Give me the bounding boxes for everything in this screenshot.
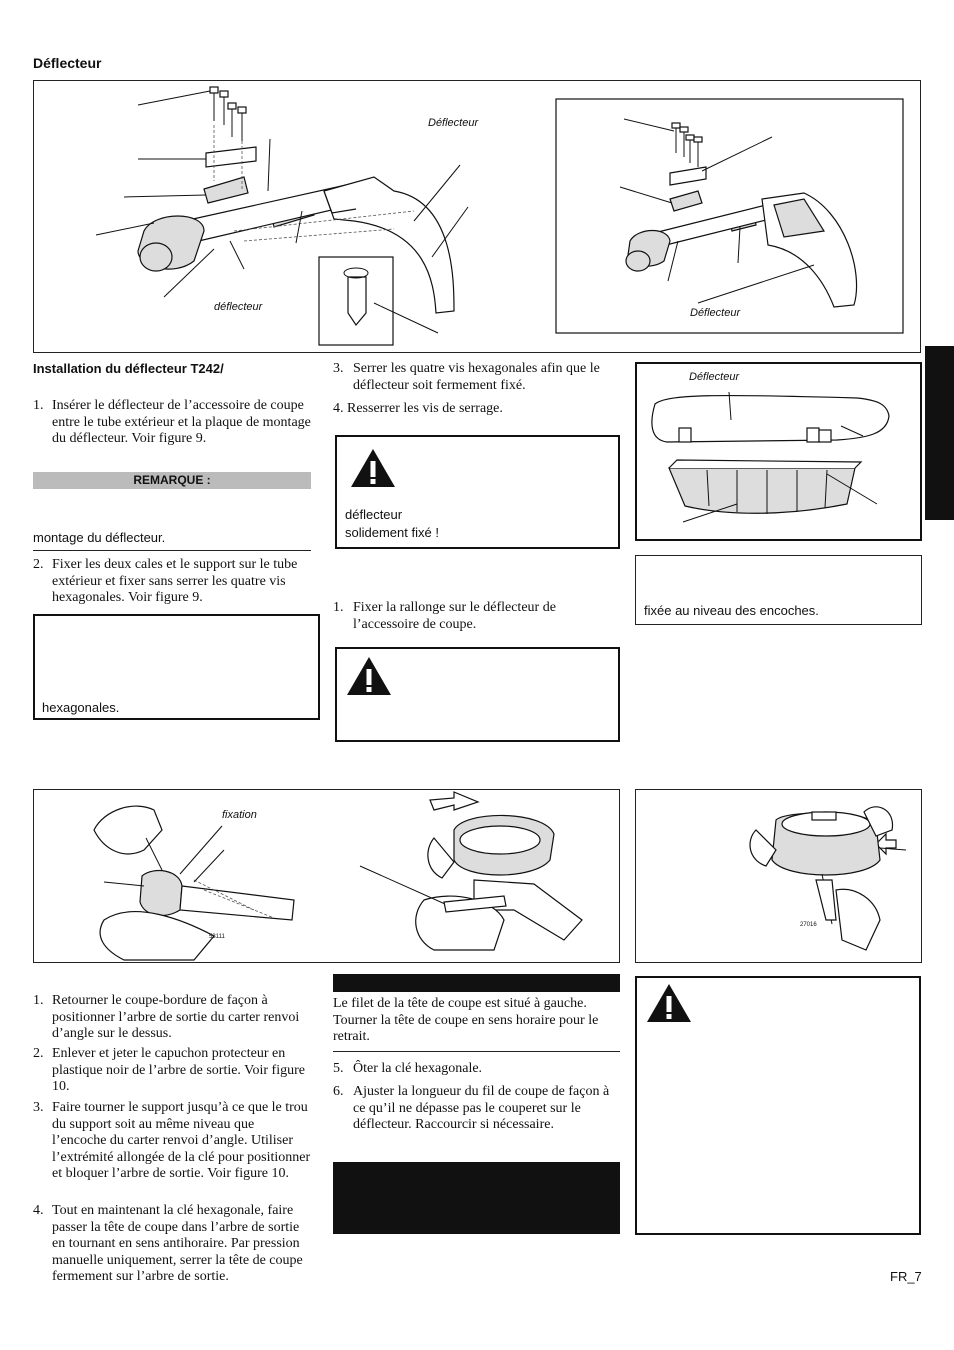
note-box-2-text: fixée au niveau des encoches.: [644, 603, 819, 618]
figure11-code-right: 27016: [800, 922, 817, 928]
bottom-step-5: 5. Ôter la clé hexagonale.: [333, 1061, 483, 1076]
important-bar: [333, 974, 620, 992]
figure9-inset-label: Déflecteur: [690, 307, 741, 319]
warning-1-line-2: solidement fixé !: [345, 525, 439, 540]
bottom-step-4: 4. Tout en maintenant la clé hexagonale, faire passer la tête de coupe dans l’arbre de sortie en tournant en sens antihoraire. Par pression manuelle uniquement, serrer la tête de coupe fermement sur l’arbre de sortie.: [33, 1203, 303, 1284]
figure-9: [33, 80, 921, 353]
install-heading: Installation du déflecteur T242/: [33, 361, 224, 376]
figure-extension: [635, 362, 922, 541]
warning-box-3: [635, 976, 921, 1235]
warning-triangle-icon: [645, 982, 695, 1026]
figure-11: [635, 789, 922, 963]
warning-box-2: [335, 647, 620, 742]
figure9-label-bottom: déflecteur: [214, 301, 263, 313]
remarque-bar: REMARQUE :: [33, 472, 311, 489]
cutting-head-install-drawing: [34, 790, 621, 964]
warning-1-line-1: déflecteur: [345, 507, 403, 522]
chapter-tab: [925, 346, 954, 520]
bottom-step-2: 2. Enlever et jeter le capuchon protecteur en plastique noir de l’arbre de sortie. Voir figure 10.: [33, 1046, 305, 1094]
col2-step-4: 4. Resserrer les vis de serrage.: [333, 401, 503, 416]
figure9-label-top: Déflecteur: [428, 117, 479, 129]
col1-step-2: 2. Fixer les deux cales et le support sur le tube extérieur et fixer sans serrer les quatre vis hexagonales. Voir figure 9.: [33, 557, 298, 605]
extension-label: Déflecteur: [689, 371, 740, 383]
black-note-box: [333, 1162, 620, 1234]
col2-step-3: 3. Serrer les quatre vis hexagonales afin que le déflecteur soit fermement fixé.: [333, 361, 600, 393]
col1-step-1: 1. Insérer le déflecteur de l’accessoire de coupe entre le tube extérieur et la plaque de montage du déflecteur. Voir figure 9.: [33, 398, 311, 446]
figure10-code-left: 53111: [209, 934, 225, 940]
page-number: FR_7: [890, 1269, 922, 1284]
section-title: Déflecteur: [33, 55, 102, 71]
divider: [33, 550, 311, 551]
bolts-drawing: [210, 87, 246, 141]
divider: [333, 1051, 620, 1052]
remarque-text: montage du déflecteur.: [33, 530, 166, 545]
warning-triangle-icon: [349, 447, 399, 491]
thread-paragraph: Le filet de la tête de coupe est situé à gauche. Tourner la tête de coupe en sens horaire pour le retrait.: [333, 996, 599, 1044]
note-box-2: [635, 555, 922, 625]
bottom-step-3: 3. Faire tourner le support jusqu’à ce que le trou du support soit au même niveau que l’encoche du carter renvoi d’angle. Utiliser l’extrémité allongée de la clé pour positionner et bloquer l’arbre de sortie. Voir figure 10.: [33, 1100, 311, 1181]
bottom-step-6: 6. Ajuster la longueur du fil de coupe de façon à ce qu’il ne dépasse pas le couperet sur le déflecteur. Raccourcir si nécessaire.: [333, 1084, 610, 1132]
deflector-extension-drawing: [637, 364, 924, 543]
fixation-label: fixation: [222, 809, 257, 821]
note-box-1-text: hexagonales.: [42, 700, 120, 715]
note-box-1: [33, 614, 320, 720]
bottom-step-1: 1. Retourner le coupe-bordure de façon à positionner l’arbre de sortie du carter renvoi d’angle sur le dessus.: [33, 993, 300, 1041]
warning-box-1: [335, 435, 620, 549]
line-adjust-drawing: [636, 790, 923, 964]
col2-step-1b: 1. Fixer la rallonge sur le déflecteur de l’accessoire de coupe.: [333, 600, 556, 632]
figure-10: [33, 789, 620, 963]
warning-triangle-icon: [345, 655, 395, 699]
